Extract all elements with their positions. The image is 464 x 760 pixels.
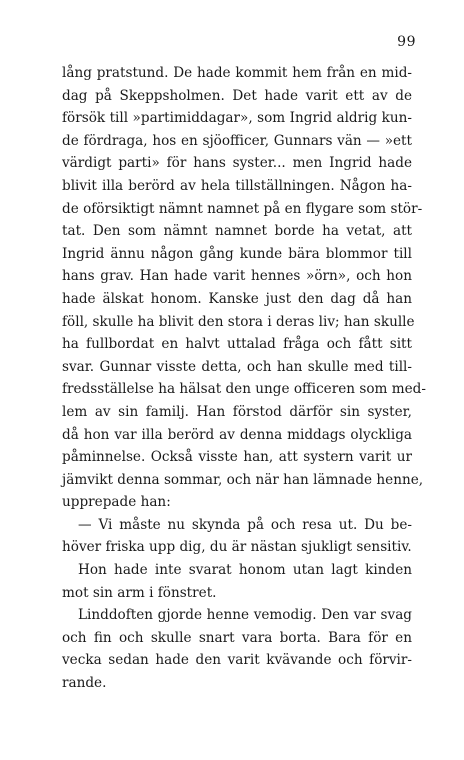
text-line: Ingrid ännu någon gång kunde bära blommor till bbox=[62, 245, 412, 262]
text-line: svar. Gunnar visste detta, och han skulle med till- bbox=[62, 358, 412, 375]
text-line: försök till »partimiddagar», som Ingrid aldrig kun- bbox=[62, 110, 412, 127]
text-line: värdigt parti» för hans syster... men Ingrid hade bbox=[62, 155, 412, 172]
text-line: ha fullbordat en halvt uttalad fråga och fått sitt bbox=[62, 336, 412, 353]
text-line: föll, skulle ha blivit den stora i deras liv; han skulle bbox=[62, 313, 415, 330]
text-line: Linddoften gjorde henne vemodig. Den var svag bbox=[78, 607, 412, 624]
paragraph bbox=[62, 514, 412, 559]
text-line: mot sin arm i fönstret. bbox=[62, 584, 217, 601]
text-line: lång pratstund. De hade kommit hem från en mid- bbox=[62, 65, 412, 81]
text-line: upprepade han: bbox=[62, 494, 171, 511]
text-line: påminnelse. Också visste han, att systern varit ur bbox=[62, 449, 412, 466]
text-line: blivit illa berörd av hela tillställningen. Någon ha- bbox=[62, 177, 412, 194]
body-text bbox=[62, 62, 426, 695]
text-line: Hon hade inte svarat honom utan lagt kinden bbox=[78, 562, 412, 579]
text-line: lem av sin familj. Han förstod därför sin syster, bbox=[62, 403, 412, 420]
paragraph bbox=[62, 559, 412, 604]
text-line: jämvikt denna sommar, och när han lämnade henne, bbox=[62, 471, 424, 488]
text-line: rande. bbox=[62, 675, 107, 692]
text-line: vecka sedan hade den varit kvävande och förvir- bbox=[62, 652, 412, 669]
text-line: de oförsiktigt nämnt namnet på en flygare som stör- bbox=[62, 200, 423, 217]
text-line: de fördraga, hos en sjöofficer, Gunnars vän — »ett bbox=[62, 132, 412, 149]
text-line: höver friska upp dig, du är nästan sjukligt sensitiv. bbox=[62, 539, 412, 556]
paragraph bbox=[62, 62, 426, 514]
text-line: tat. Den som nämnt namnet borde ha vetat, att bbox=[62, 223, 412, 240]
text-line: fredsställelse ha hälsat den unge officeren som med- bbox=[62, 381, 426, 398]
text-line: dag på Skeppsholmen. Det hade varit ett av de bbox=[62, 87, 412, 104]
paragraph bbox=[62, 604, 412, 694]
text-line: hans grav. Han hade varit hennes »örn», och hon bbox=[62, 268, 412, 285]
text-line: då hon var illa berörd av denna middags olyckliga bbox=[62, 426, 412, 443]
text-line: — Vi måste nu skynda på och resa ut. Du be- bbox=[78, 516, 412, 533]
text-line: hade älskat honom. Kanske just den dag då han bbox=[62, 290, 412, 307]
page-number: 99 bbox=[397, 34, 416, 50]
text-line: och fin och skulle snart vara borta. Bara för en bbox=[62, 629, 412, 646]
